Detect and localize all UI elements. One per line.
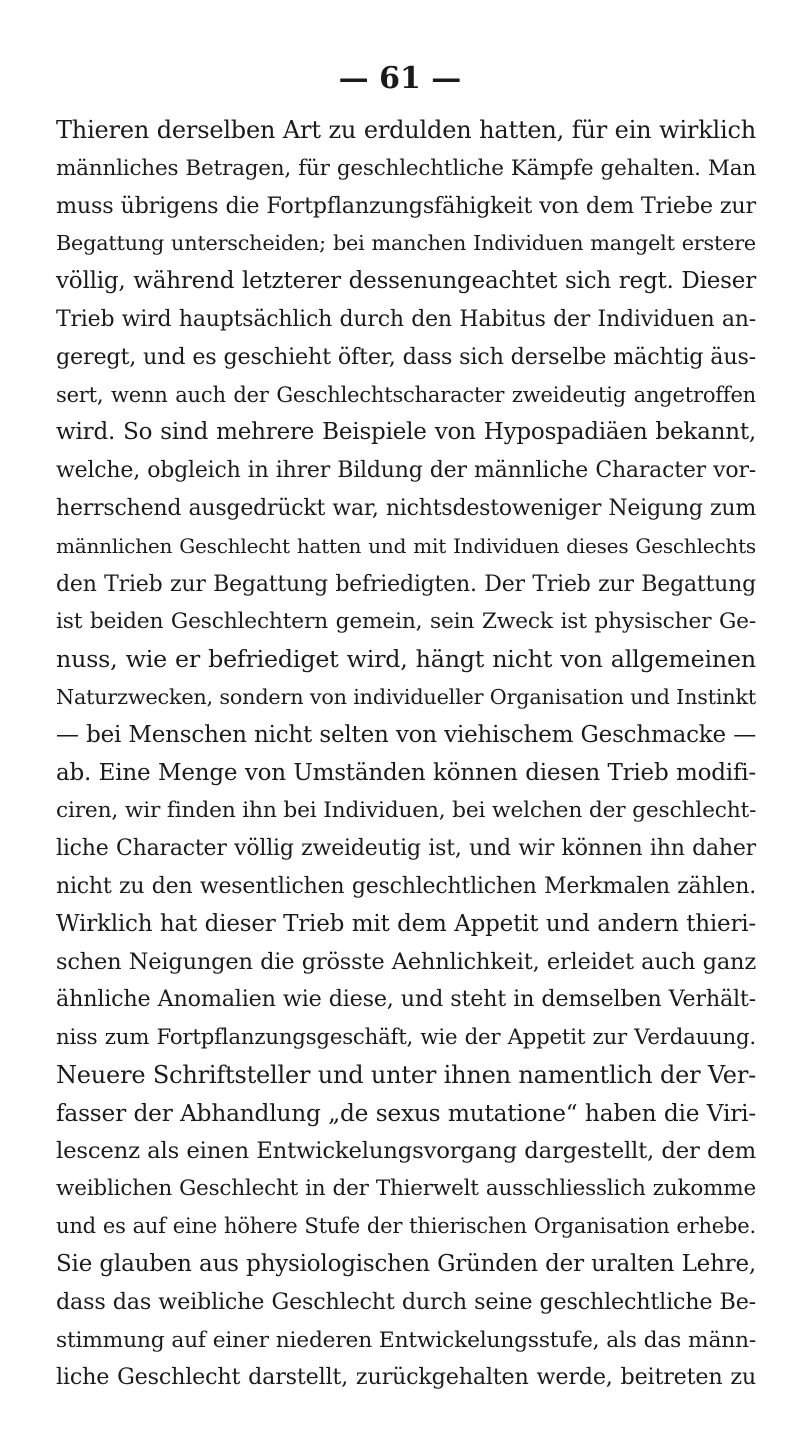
text-line: fasser der Abhandlung „de sexus mutatione“ haben die Viri- — [56, 1099, 756, 1127]
text-line: nuss, wie er befriediget wird, hängt nicht von allgemeinen — [56, 645, 756, 674]
text-line: den Trieb zur Begattung befriedigten. Der Trieb zur Begattung — [56, 571, 756, 597]
text-line: wird. So sind mehrere Beispiele von Hypospadiäen bekannt, — [56, 419, 756, 446]
text-line: völlig, während letzterer dessenungeachtet sich regt. Dieser — [56, 268, 756, 295]
text-line: Wirklich hat dieser Trieb mit dem Appetit und andern thieri- — [56, 910, 756, 937]
text-line: Begattung unterscheiden; bei manchen Individuen mangelt erstere — [56, 231, 756, 256]
text-line: sert, wenn auch der Geschlechtscharacter zweideutig angetroffen — [56, 382, 756, 407]
text-line: schen Neigungen die grösste Aehnlichkeit, erleidet auch ganz — [56, 948, 756, 975]
text-line: ciren, wir finden ihn bei Individuen, bei welchen der geschlecht- — [56, 798, 757, 824]
text-line: weiblichen Geschlecht in der Thierwelt ausschliesslich zukomme — [56, 1176, 756, 1202]
text-line: lescenz als einen Entwickelungsvorgang dargestellt, der dem — [56, 1137, 756, 1164]
text-line: herrschend ausgedrückt war, nichtsdestoweniger Neigung zum — [56, 495, 756, 521]
body-text — [56, 112, 756, 1397]
text-line: ab. Eine Menge von Umständen können diesen Trieb modifi- — [56, 759, 756, 786]
text-line: Sie glauben aus physiologischen Gründen der uralten Lehre, — [56, 1250, 756, 1277]
text-line: Thieren derselben Art zu erdulden hatten, für ein wirklich — [56, 116, 756, 144]
text-line: ähnliche Anomalien wie diese, und steht in demselben Verhält- — [56, 986, 756, 1013]
text-line: männliches Betragen, für geschlechtliche Kämpfe gehalten. Man — [56, 155, 756, 181]
text-line: muss übrigens die Fortpflanzungsfähigkeit von dem Triebe zur — [56, 192, 756, 219]
text-line: niss zum Fortpflanzungsgeschäft, wie der Appetit zur Verdauung. — [56, 1025, 756, 1051]
text-line: liche Geschlecht darstellt, zurückgehalten werde, beitreten zu — [56, 1364, 756, 1391]
text-line: und es auf eine höhere Stufe der thierischen Organisation erhebe. — [56, 1214, 756, 1239]
text-line: geregt, und es geschieht öfter, dass sich derselbe mächtig äus- — [56, 343, 756, 370]
text-line: — bei Menschen nicht selten von viehischem Geschmacke — — [56, 721, 756, 748]
text-line: dass das weibliche Geschlecht durch seine geschlechtliche Be- — [56, 1288, 756, 1315]
text-line: ist beiden Geschlechtern gemein, sein Zweck ist physischer Ge- — [56, 609, 756, 635]
text-line: Trieb wird hauptsächlich durch den Habitus der Individuen an- — [56, 306, 756, 332]
text-line: welche, obgleich in ihrer Bildung der männliche Character vor- — [56, 458, 756, 484]
page-number: — 61 — — [338, 61, 462, 96]
text-line: männlichen Geschlecht hatten und mit Individuen dieses Geschlechts — [56, 533, 756, 558]
text-line: Naturzwecken, sondern von individueller Organisation und Instinkt — [56, 684, 756, 709]
text-line: stimmung auf einer niederen Entwickelungsstufe, als das männ- — [56, 1327, 756, 1353]
text-line: liche Character völlig zweideutig ist, und wir können ihn daher — [56, 836, 756, 862]
text-line: Neuere Schriftsteller und unter ihnen namentlich der Ver- — [56, 1060, 756, 1089]
text-line: nicht zu den wesentlichen geschlechtlichen Merkmalen zählen. — [56, 873, 756, 899]
